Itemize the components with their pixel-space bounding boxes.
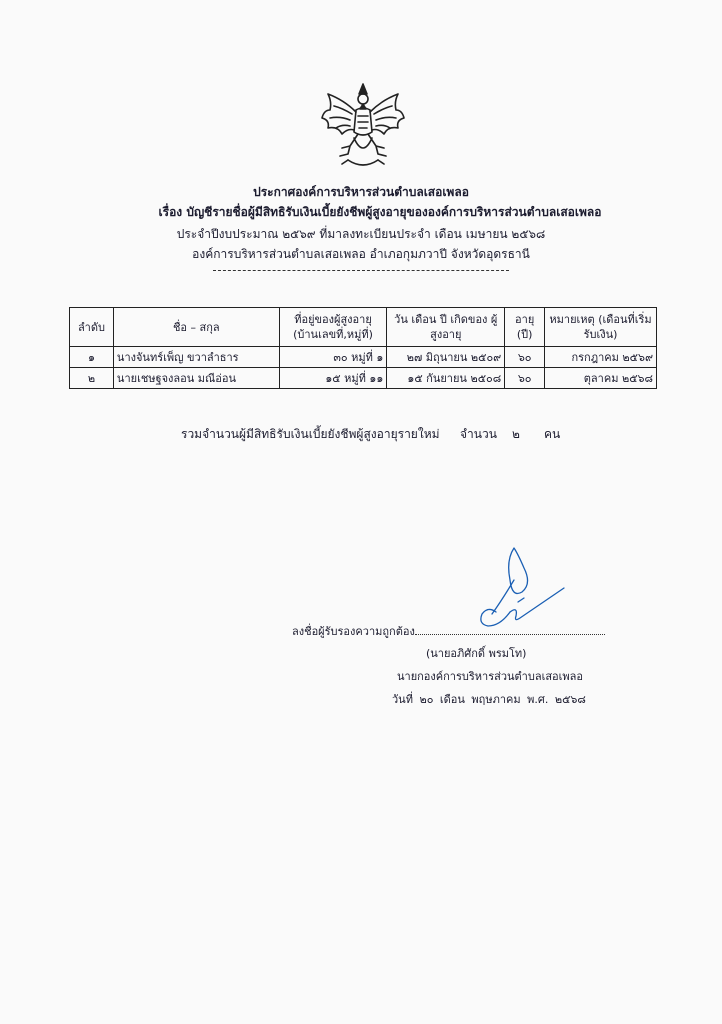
total-count: ๒ (512, 427, 520, 441)
garuda-emblem-icon (318, 80, 408, 172)
signer-name: (นายอภิศักดิ์ พรมโท) (426, 647, 527, 660)
signer-position: นายกองค์การบริหารส่วนตำบลเสอเพลอ (397, 670, 584, 683)
cell-address: ๑๕ หมู่ที่ ๑๑ (279, 368, 387, 389)
cell-birth: ๑๕ กันยายน ๒๕๐๘ (387, 368, 505, 389)
cell-remark: ตุลาคม ๒๕๖๘ (545, 368, 657, 389)
elderly-list-table (69, 307, 657, 389)
sign-date: วันที่ ๒๐ เดือน พฤษภาคม พ.ศ. ๒๕๖๘ (392, 693, 586, 706)
header-order: ลำดับ (70, 308, 114, 347)
total-unit: คน (544, 427, 561, 441)
fiscal-year-line: ประจำปีงบประมาณ ๒๕๖๙ ที่มาลงทะเบียนประจำ เดือน เมษายน ๒๕๖๘ (176, 227, 546, 241)
header-age: อายุ (ปี) (505, 308, 545, 347)
table-row (70, 347, 657, 368)
announcement-subject: เรื่อง บัญชีรายชื่อผู้มีสิทธิรับเงินเบี้ยยังชีพผู้สูงอายุขององค์การบริหารส่วนตำบลเสอเพลอ (158, 205, 602, 219)
announcement-title: ประกาศองค์การบริหารส่วนตำบลเสอเพลอ (253, 185, 469, 199)
header-name: ชื่อ – สกุล (113, 308, 279, 347)
header-address: ที่อยู่ของผู้สูงอายุ (บ้านเลขที่,หมู่ที่) (279, 308, 387, 347)
certify-row (292, 622, 605, 640)
organization-line: องค์การบริหารส่วนตำบลเสอเพลอ อำเภอกุมภวาปี จังหวัดอุดรธานี (192, 247, 530, 261)
table-header-row (70, 308, 657, 347)
total-count-label: จำนวน (460, 427, 497, 441)
header-birth: วัน เดือน ปี เกิดของ ผู้สูงอายุ (387, 308, 505, 347)
cell-age: ๖๐ (505, 368, 545, 389)
cell-birth: ๒๗ มิถุนายน ๒๕๐๙ (387, 347, 505, 368)
total-label: รวมจำนวนผู้มีสิทธิรับเงินเบี้ยยังชีพผู้สูงอายุรายใหม่ (181, 427, 440, 441)
cell-age: ๖๐ (505, 347, 545, 368)
cell-remark: กรกฎาคม ๒๕๖๙ (545, 347, 657, 368)
cell-order: ๑ (70, 347, 114, 368)
cell-name: นางจันทร์เพ็ญ ขวาลำธาร (113, 347, 279, 368)
signature-line (415, 623, 605, 635)
header-remark: หมายเหตุ (เดือนที่เริ่มรับเงิน) (545, 308, 657, 347)
cell-address: ๓๐ หมู่ที่ ๑ (279, 347, 387, 368)
table-row (70, 368, 657, 389)
certify-label: ลงชื่อผู้รับรองความถูกต้อง (292, 625, 415, 638)
cell-order: ๒ (70, 368, 114, 389)
cell-name: นายเชษฐจงลอน มณีอ่อน (113, 368, 279, 389)
divider (213, 270, 509, 271)
